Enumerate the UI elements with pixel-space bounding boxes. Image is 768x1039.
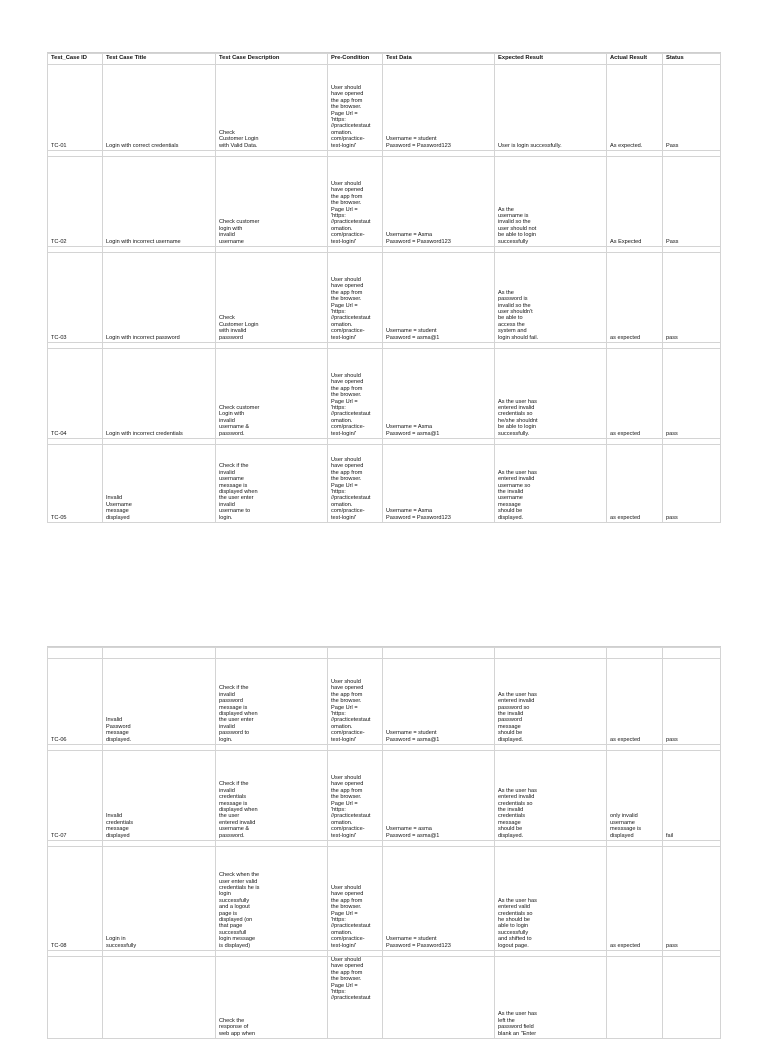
test-case-id: [48, 957, 103, 1039]
test-data: Username = student Password = asma@1: [383, 659, 495, 745]
header-status: Status: [663, 54, 721, 65]
table-row: [48, 445, 721, 523]
test-case-title: Login in successfully: [103, 847, 216, 951]
pre-condition: User should have opened the app from the browser. Page Url = 'https: //practicetestaut omation. com/practice- test-login/': [328, 445, 383, 523]
actual-result: [607, 957, 663, 1039]
pre-condition: User should have opened the app from the browser. Page Url = 'https: //practicetestaut omation. com/practice- test-login/': [328, 253, 383, 343]
test-data: Username = Asma Password = asma@1: [383, 349, 495, 439]
test-case-description: Check customer login with invalid username: [216, 157, 328, 247]
actual-result: as expected: [607, 253, 663, 343]
pre-condition: User should have opened the app from the browser. Page Url = 'https: //practicetestaut: [328, 957, 383, 1039]
actual-result: as expected: [607, 445, 663, 523]
expected-result: As the user has entered valid credentials so he should be able to login successfully and shifted to logout page.: [495, 847, 607, 951]
actual-result: As expected.: [607, 65, 663, 151]
pre-condition: User should have opened the app from the browser. Page Url = 'https: //practicetestaut omation. com/practice- test-login/': [328, 659, 383, 745]
test-case-id: TC-05: [48, 445, 103, 523]
test-case-description: Check Customer Login with Valid Data.: [216, 65, 328, 151]
status: pass: [663, 847, 721, 951]
expected-result: As the user has entered invalid username so the invalid username message should be displayed.: [495, 445, 607, 523]
status: fail: [663, 751, 721, 841]
table-row: [48, 157, 721, 247]
blank-header-row: [48, 648, 721, 659]
status: pass: [663, 659, 721, 745]
test-case-description: Check if the invalid password message is displayed when the user enter invalid password to login.: [216, 659, 328, 745]
pre-condition: User should have opened the app from the browser. Page Url = 'https: //practicetestaut omation. com/practice- test-login/': [328, 349, 383, 439]
test-case-id: TC-06: [48, 659, 103, 745]
actual-result: as expected: [607, 349, 663, 439]
test-case-table-1: [47, 53, 721, 523]
test-case-description: Check the response of web app when: [216, 957, 328, 1039]
table-row: [48, 957, 721, 1039]
test-case-description: Check when the user enter valid credentials he is login successfully and a logout page is displayed (on that page successfull login message is displayed): [216, 847, 328, 951]
table-row: [48, 349, 721, 439]
test-case-title: Invalid Password message displayed.: [103, 659, 216, 745]
status: pass: [663, 349, 721, 439]
test-data: Username = student Password = Password123: [383, 847, 495, 951]
header-test-data: Test Data: [383, 54, 495, 65]
actual-result: as expected: [607, 847, 663, 951]
test-case-title: Login with incorrect credentials: [103, 349, 216, 439]
pre-condition: User should have opened the app from the browser. Page Url = 'https: //practicetestaut omation. com/practice- test-login/': [328, 751, 383, 841]
pre-condition: User should have opened the app from the browser. Page Url = 'https: //practicetestaut omation. com/practice- test-login/': [328, 847, 383, 951]
test-case-id: TC-08: [48, 847, 103, 951]
header-test-case-description: Test Case Description: [216, 54, 328, 65]
table-row: [48, 65, 721, 151]
table-row: [48, 751, 721, 841]
status: Pass: [663, 157, 721, 247]
actual-result: as expected: [607, 659, 663, 745]
table-row: [48, 659, 721, 745]
expected-result: As the username is invalid so the user should not be able to login successfully: [495, 157, 607, 247]
test-case-description: Check customer Login with invalid username & password.: [216, 349, 328, 439]
header-row: [48, 54, 721, 65]
expected-result: As the password is invalid so the user shouldn't be able to access the system and login should fail.: [495, 253, 607, 343]
expected-result: As the user has entered invalid password so the invalid password message should be displayed.: [495, 659, 607, 745]
test-case-description: Check if the invalid credentials message is displayed when the user entered invalid username & password.: [216, 751, 328, 841]
table-row: [48, 253, 721, 343]
table-row: [48, 847, 721, 951]
test-data: Username = student Password = Password123: [383, 65, 495, 151]
header-test-case-id: Test_Case ID: [48, 54, 103, 65]
test-case-id: TC-03: [48, 253, 103, 343]
test-case-description: Check if the invalid username message is displayed when the user enter invalid username to login.: [216, 445, 328, 523]
actual-result: only invalid username messsage is displayed: [607, 751, 663, 841]
test-case-id: TC-01: [48, 65, 103, 151]
test-data: Username = Asma Password = Password123: [383, 445, 495, 523]
expected-result: As the user has entered invalid credentials so he/she shouldnt be able to login successfully.: [495, 349, 607, 439]
pre-condition: User should have opened the app from the browser. Page Url = 'https: //practicetestaut omation. com/practice- test-login/': [328, 65, 383, 151]
test-data: [383, 957, 495, 1039]
test-case-title: Login with incorrect username: [103, 157, 216, 247]
test-case-sheet-page-1: [47, 52, 721, 523]
test-case-sheet-page-2: [47, 646, 721, 1039]
status: [663, 957, 721, 1039]
test-case-title: Login with incorrect password: [103, 253, 216, 343]
test-case-title: [103, 957, 216, 1039]
pre-condition: User should have opened the app from the browser. Page Url = 'https: //practicetestaut omation. com/practice- test-login/': [328, 157, 383, 247]
test-case-id: TC-07: [48, 751, 103, 841]
status: pass: [663, 445, 721, 523]
header-expected-result: Expected Result: [495, 54, 607, 65]
test-case-id: TC-02: [48, 157, 103, 247]
test-data: Username = asma Password = asma@1: [383, 751, 495, 841]
header-actual-result: Actual Result: [607, 54, 663, 65]
test-case-id: TC-04: [48, 349, 103, 439]
status: pass: [663, 253, 721, 343]
test-data: Username = Asma Password = Password123: [383, 157, 495, 247]
test-case-title: Invalid Username message displayed: [103, 445, 216, 523]
expected-result: User is login successfully.: [495, 65, 607, 151]
test-case-title: Login with correct credentials: [103, 65, 216, 151]
test-case-title: Invalid credentials message displayed: [103, 751, 216, 841]
expected-result: As the user has entered invalid credentials so the invalid credentials message should be displayed.: [495, 751, 607, 841]
test-case-description: Check Customer Login with invalid password: [216, 253, 328, 343]
header-test-case-title: Test Case Title: [103, 54, 216, 65]
status: Pass: [663, 65, 721, 151]
expected-result: As the user has left the password field blank an "Enter: [495, 957, 607, 1039]
test-case-table-2: [47, 647, 721, 1039]
test-data: Username = student Password = asma@1: [383, 253, 495, 343]
actual-result: As Expected: [607, 157, 663, 247]
header-pre-condition: Pre-Condition: [328, 54, 383, 65]
